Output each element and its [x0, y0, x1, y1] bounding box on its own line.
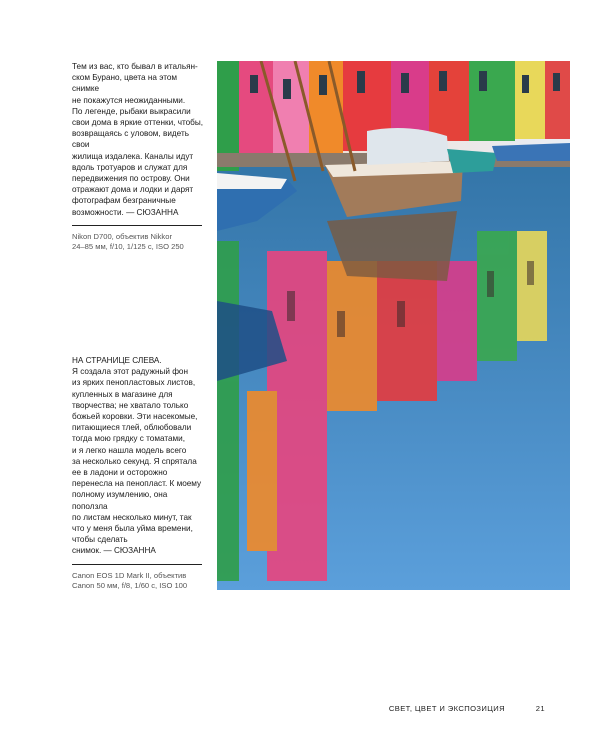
caption-ladybug-title: НА СТРАНИЦЕ СЛЕВА. — [72, 356, 162, 365]
camera-settings: Nikon D700, объектив Nikkor 24–85 мм, f/10, 1/125 с, ISO 250 — [72, 231, 184, 252]
section-title: СВЕТ, ЦВЕТ И ЭКСПОЗИЦИЯ — [388, 704, 505, 713]
burano-canal-photo — [217, 61, 570, 590]
caption-ladybug-text: Я создала этот радужный фон из ярких пенопластовых листов, купленных в магазине для творчества; не хватало только божьей коровки. Эти насекомые, питающиеся тлей, облюбовали тогда мою грядку с томатами, и я легко нашла модель всего за несколько секунд. Я спрятала ее в ладони и осторожно перенесла на пенопласт. К моему полному изумлению, она поползла по листам несколько минут, так что у меня была уйма времени, чтобы сделать снимок. — СЮЗАННА — [72, 367, 202, 556]
caption-divider — [72, 564, 202, 565]
camera-settings: Canon EOS 1D Mark II, объектив Canon 50 мм, f/8, 1/60 с, ISO 100 — [72, 570, 188, 591]
caption-burano-text: Тем из вас, кто бывал в итальян- ском Бурано, цвета на этом снимке не покажутся неожиданными. По легенде, рыбаки выкрасили свои дома в яркие оттенки, чтобы, возвращаясь с уловом, видеть свои жилища издалека. Каналы идут вдоль тротуаров и служат для передвижения по острову. Они отражают дома и лодки и дарят фотографам безграничные возможности. — СЮЗАННА — [72, 62, 204, 217]
page-number: 21 — [535, 704, 545, 713]
page-footer — [350, 704, 545, 716]
caption-ladybug — [72, 355, 204, 592]
caption-burano — [72, 61, 204, 253]
caption-divider — [72, 225, 202, 226]
